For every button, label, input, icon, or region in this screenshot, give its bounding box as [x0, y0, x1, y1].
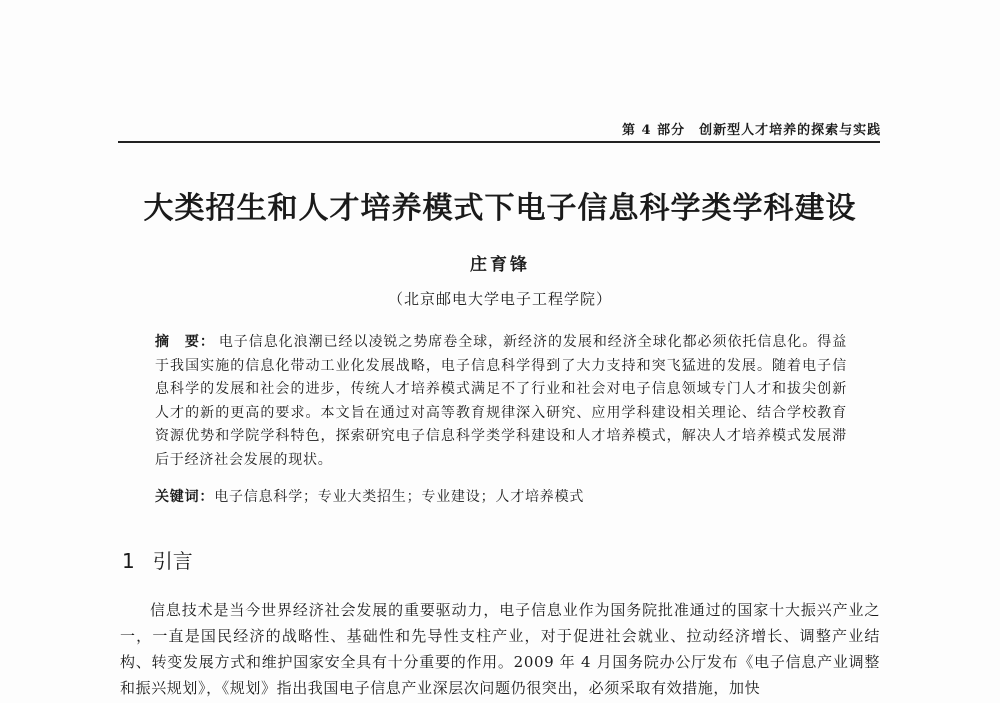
keywords [155, 486, 847, 506]
abstract-text: 电子信息化浪潮已经以凌锐之势席卷全球，新经济的发展和经济全球化都必须依托信息化。得益于我国实施的信息化带动工业化发展战略，电子信息科学得到了大力支持和突飞猛进的发展。随着电子信息科学的发展和社会的进步，传统人才培养模式满足不了行业和社会对电子信息领域专门人才和拔尖创新人才的新的更高的要求。本文旨在通过对高等教育规律深入研究、应用学科建设相关理论、结合学校教育资源优势和学院学科特色，探索研究电子信息科学类学科建设和人才培养模式，解决人才培养模式发展滞后于经济社会发展的现状。 [155, 334, 847, 468]
abstract-label: 摘 要： [155, 334, 215, 350]
keywords-text: 电子信息科学；专业大类招生；专业建设；人才培养模式 [214, 489, 585, 505]
running-header: 第 4 部分 创新型人才培养的探索与实践 [622, 123, 882, 138]
abstract [155, 331, 847, 472]
section-heading [122, 545, 193, 574]
article-title: 大类招生和人才培养模式下电子信息科学类学科建设 [143, 191, 857, 226]
section-title: 引言 [152, 549, 193, 573]
author-affiliation: （北京邮电大学电子工程学院） [387, 290, 612, 308]
section-number: 1 [122, 549, 135, 573]
body-paragraph: 信息技术是当今世界经济社会发展的重要驱动力，电子信息业作为国务院批准通过的国家十大振兴产业之一，一直是国民经济的战略性、基础性和先导性支柱产业，对于促进社会就业、拉动经济增长、调整产业结构、转变发展方式和维护国家安全具有十分重要的作用。2009 年 4 月国务院办公厅发布《电子信息产业调整和振兴规划》，《规划》指出我国电子信息产业深层次问题仍很突出，必须采取有效措施，加快 [120, 601, 880, 697]
author-name: 庄育锋 [470, 255, 530, 275]
keywords-label: 关键词： [155, 489, 215, 505]
header-rule [118, 141, 880, 143]
